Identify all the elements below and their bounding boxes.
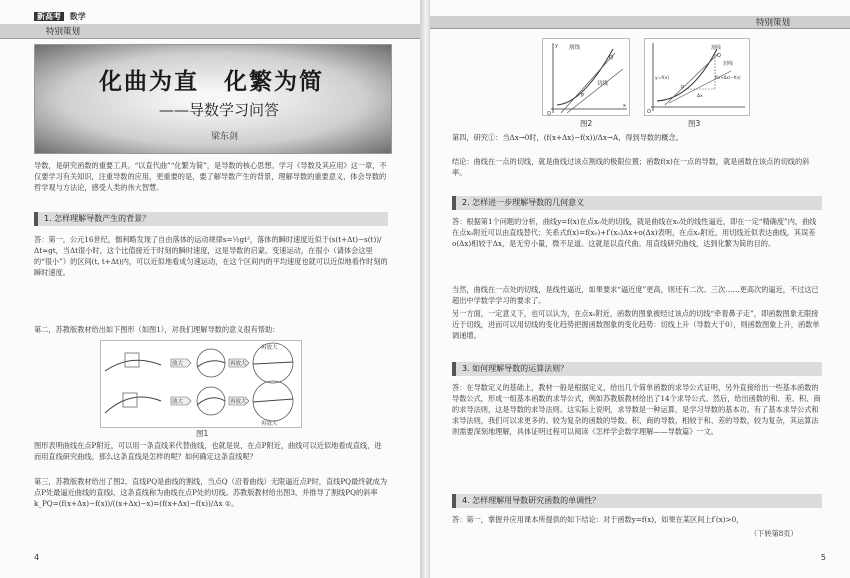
title-banner — [34, 44, 392, 154]
answer-4-paragraph: 答：第一，掌握并应用课本所提供的如下结论：对于函数y=f(x)，如果在某区间上f′(x)>0， — [452, 515, 744, 524]
fig3-label-secant: 割线 — [711, 45, 722, 51]
fig2-label-o: O — [547, 111, 551, 115]
fig2-label-q: Q — [609, 55, 614, 61]
book-gutter — [420, 0, 430, 578]
fig2-label-p: P — [581, 93, 585, 99]
continued-note: （下转第8页） — [750, 529, 798, 538]
fig3-label-p: P — [681, 85, 685, 91]
fig3-label-tangent: 切线 — [723, 61, 734, 67]
fig3-label-dx: Δx — [697, 94, 703, 99]
fig1-label-4: 放大 — [172, 399, 184, 405]
figure-3-caption: 图3 — [688, 119, 701, 128]
fig1-label-6: 再放大 — [261, 421, 278, 427]
right-page — [430, 0, 850, 578]
section-bar-right-label: 特别策划 — [755, 18, 790, 28]
fig3-label-o: O — [647, 109, 651, 115]
figure-1-drawing — [101, 341, 301, 427]
answer-2-paragraph-2: 当然，曲线在一点处的切线，是线性逼近，如果要求“逼近度”更高，则还有二次、三次……更高次的逼近，不过这已超出中学数学学习的要求了。 — [452, 285, 819, 305]
page-number-left: 4 — [34, 553, 40, 562]
page-number-right: 5 — [820, 553, 826, 562]
conclusion-paragraph: 结论：曲线在一点的切线，就是曲线过该点割线的极限位置；函数f(x)在一点的导数，就是函数在该点的切线的斜率。 — [452, 157, 810, 177]
magazine-header — [34, 11, 86, 22]
question-2-heading: 2. 怎样进一步理解导数的几何意义 — [452, 196, 822, 210]
fig1-label-3: 再放大 — [261, 345, 278, 351]
brand-logo: 新高考 — [34, 12, 64, 21]
answer-1-paragraph-5: 第四，研究①：当Δx→0时，(f(x+Δx)−f(x))/Δx→A，得到导数的概念。 — [452, 133, 683, 142]
section-bar — [0, 24, 420, 39]
section-bar-right — [430, 16, 850, 29]
figure-2-caption: 图2 — [580, 119, 593, 128]
question-3-heading: 3. 如何理解导数的运算法则？ — [452, 362, 822, 376]
article-subtitle: ——导数学习问答 — [159, 101, 280, 119]
fig3-label-diff: f(x+Δx)−f(x) — [715, 75, 741, 80]
figure-1 — [100, 340, 302, 428]
figure-2 — [542, 38, 630, 116]
subject-label: 数学 — [69, 12, 86, 21]
article-author: 梁东剑 — [211, 132, 239, 142]
fig1-label-1: 放大 — [172, 361, 184, 367]
fig3-label-q: Q — [717, 53, 721, 59]
answer-1-figure-intro: 第二，苏教版教材给出如下图形（如图1），对我们理解导数的意义很有帮助： — [34, 325, 280, 334]
figure-3-drawing — [645, 39, 749, 115]
article-title: 化曲为直 化繁为简 — [99, 68, 324, 95]
fig2-label-secant: 割线 — [569, 45, 581, 51]
left-page — [0, 0, 420, 578]
question-4-heading: 4. 怎样理解用导数研究函数的单调性？ — [452, 494, 822, 508]
fig1-label-5: 再放大 — [230, 399, 247, 405]
answer-1-paragraph: 答：第一，公元16世纪，伽利略发现了自由落体的运动规律s=½gt²，落体的瞬时速度近似于(s(t+Δt)−s(t))/Δt≈gt，当Δt很小时，这个比值接近于时刻的瞬时速度，这是导数的启蒙。变速运动，在很小（请体会这里的“很小”）的区间(t, t+Δt)内，可以近似地看成匀速运动，在这个区间内的平均速度也就可以近似地看作时刻的瞬时速度。 — [34, 235, 388, 277]
answer-3-paragraph: 答：在导数定义的基础上，教材一般是根据定义，给出几个简单函数的求导公式证明，另外直接给出一些基本函数的导数公式，形成一组基本函数的求导公式，例如苏教版教材给出了14个求导公式。然后，给出函数的和、差、积、商的求导法则，这是导数的求导法则。这实际上说明，求导数是一种运算，是学习导数的基本功。有了基本求导公式和求导法则，我们可以求更多的、较为复杂的函数的导数。积、商的导数，相较于和、差的导数，较为复杂，其运算法则需要深刻地理解，具体证明过程可以阅读《怎样学会数学理解——导数篇》一文。 — [452, 383, 821, 436]
answer-2-paragraph-1: 答：根据第1个问题的分析，曲线y=f(x)在点x₀处的切线，就是曲线在x₀处的线性逼近，即在一定“精确度”内，曲线在点x₀附近可以由直线替代；关系式f(x)=f(x₀)+f′(x₀)Δx+o(Δx)表明，在点x₀附近，用切线近似表达曲线，其误差o(Δx)相较于Δx，是无穷小量，微不足道。这就是以直代曲。用直线研究曲线，达到化繁为简的目的。 — [452, 217, 817, 248]
answer-2-paragraph-3: 另一方面，一定意义下，也可以认为，在点x₀附近，函数的图象被经过该点的切线“牵着鼻子走”，即函数图象无限接近于切线，进而可以用切线的变化趋势把握函数图象的变化趋势：切线上升（导数大于0），则函数图象上升，函数单调递增。 — [452, 309, 820, 340]
fig3-label-fx: y=f(x) — [655, 76, 670, 81]
figure-2-drawing — [543, 39, 629, 115]
intro-paragraph: 导数，是研究函数的重要工具。“以直代曲”“化繁为简”，是导数的核心思想。学习《导数及其应用》这一章，不仅要学习有关知识，注重导数的应用，更重要的是，要了解导数产生的背景，理解导数的重要意义，体会导数的哲学观与方法论，感受人类的伟大智慧。 — [34, 161, 387, 192]
fig2-label-y: y — [555, 43, 558, 49]
figure-3 — [644, 38, 750, 116]
answer-1-paragraph-3: 图形表明曲线在点P附近，可以用一条直线来代替曲线，也就是说，在点P附近，曲线可以近似地看成直线，进而用直线研究曲线。那么这条直线是怎样的呢？如何确定这条直线呢？ — [34, 441, 382, 461]
answer-1-paragraph-4: 第三，苏教版教材给出了图2，直线PQ是曲线的割线，当点Q（沿着曲线）无限逼近点P时，直线PQ最终就成为点P处最逼近曲线的直线l，这条直线称为曲线在点P处的切线。苏教版教材给出图3，并推导了割线PQ的斜率k_PQ=(f(x+Δx)−f(x))/((x+Δx)−x)=(f(x+Δx)−f(x))/Δx ①。 — [34, 477, 388, 508]
question-1-heading: 1. 怎样理解导数产生的背景？ — [34, 212, 388, 226]
fig1-label-2: 再放大 — [230, 361, 247, 367]
figure-1-caption: 图1 — [196, 429, 209, 438]
fig2-label-x: x — [623, 103, 626, 109]
fig2-label-tangent: 切线 — [597, 81, 609, 87]
section-bar-label: 特别策划 — [46, 27, 81, 37]
